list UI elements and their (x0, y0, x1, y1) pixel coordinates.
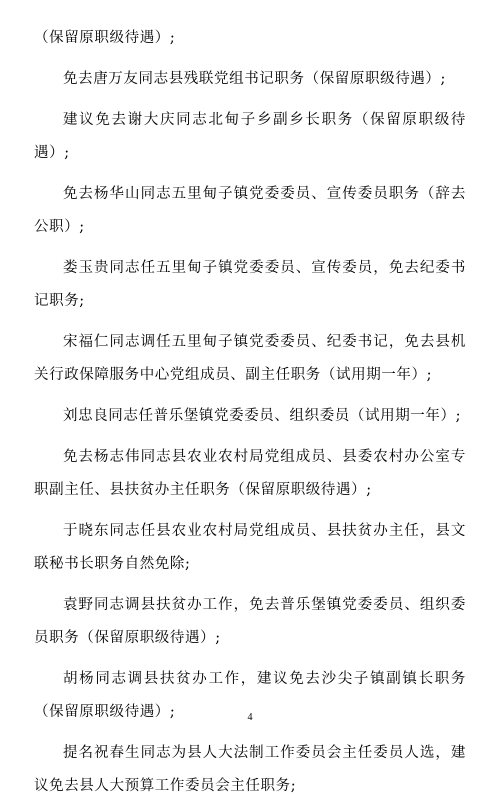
paragraph-5: 娄玉贵同志任五里甸子镇党委委员、宣传委员，免去纪委书记职务; (34, 260, 466, 309)
paragraph-4: 免去杨华山同志五里甸子镇党委委员、宣传委员职务（辞去公职）; (34, 186, 466, 235)
paragraph-10: 袁野同志调县扶贫办工作，免去普乐堡镇党委委员、组织委员职务（保留原职级待遇）; (34, 597, 466, 646)
paragraph-12: 提名祝春生同志为县人大法制工作委员会主任委员人选，建议免去县人大预算工作委员会主任职务; (34, 745, 466, 794)
page-number: 4 (247, 712, 253, 723)
paragraph-2: 免去唐万友同志县残联党组书记职务（保留原职级待遇）; (63, 71, 446, 87)
paragraph-6: 宋福仁同志调任五里甸子镇党委委员、纪委书记，免去县机关行政保障服务中心党组成员、副主任职务（试用期一年）; (34, 334, 466, 383)
paragraph-11: 胡杨同志调县扶贫办工作，建议免去沙尖子镇副镇长职务（保留原职级待遇）; (34, 671, 466, 720)
paragraph-9: 于晓东同志任县农业农村局党组成员、县扶贫办主任，县文联秘书长职务自然免除; (34, 523, 466, 572)
paragraph-7: 刘忠良同志任普乐堡镇党委委员、组织委员（试用期一年）; (63, 408, 462, 424)
paragraph-1: （保留原职级待遇）; (34, 30, 176, 46)
paragraph-8: 免去杨志伟同志县农业农村局党组成员、县委农村办公室专职副主任、县扶贫办主任职务（保留原职级待遇）; (34, 449, 466, 498)
paragraph-3: 建议免去谢大庆同志北甸子乡副乡长职务（保留原职级待遇）; (34, 112, 466, 161)
